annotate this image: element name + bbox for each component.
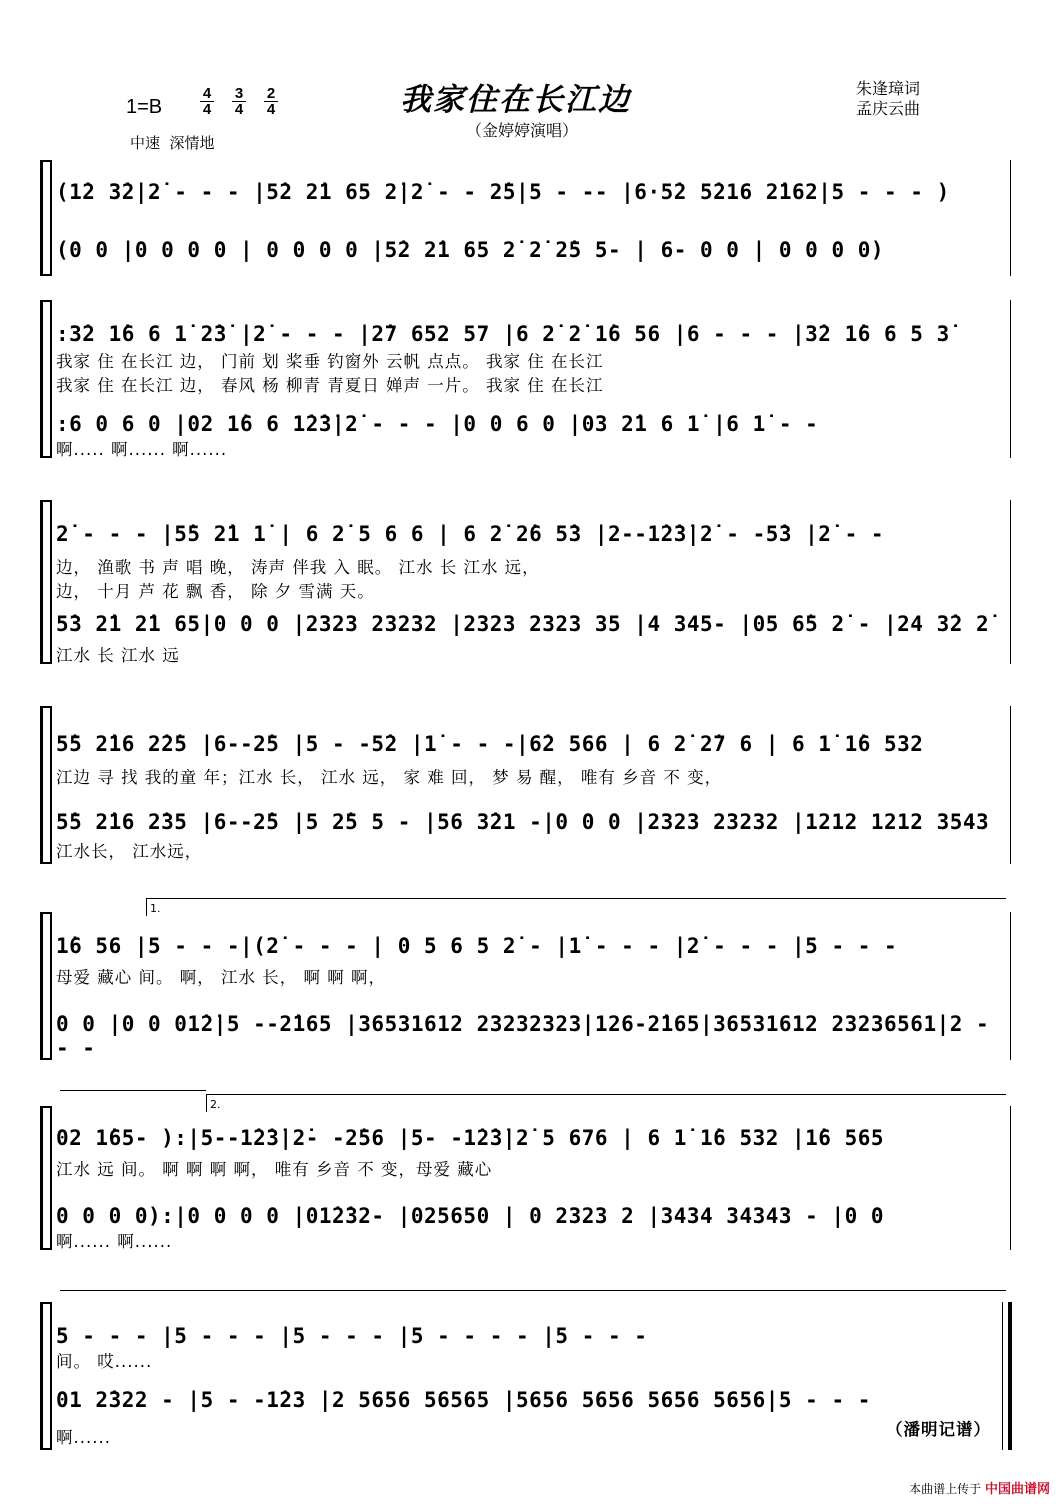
system-bracket xyxy=(40,912,50,1060)
volta-number: 2. xyxy=(210,1098,221,1111)
volta-bracket-line xyxy=(60,1090,206,1091)
system-bracket xyxy=(40,706,50,864)
lower-lyrics: 啊...... 啊...... xyxy=(56,1232,173,1251)
upper-staff: 5 - - - |5 - - - |5 - - - |5 - - - - |5 - - - xyxy=(56,1324,648,1348)
transcriber-note: （潘明记谱） xyxy=(886,1420,991,1439)
lyrics-verse-1: 我家 住 在长江 边， 门前 划 桨垂 钓窗外 云帆 点点。 我家 住 在长江 xyxy=(56,352,604,371)
lower-lyrics: 啊..... 啊...... 啊...... xyxy=(56,440,228,459)
footer-text: 本曲谱上传于 xyxy=(909,1482,982,1496)
score-system xyxy=(40,1106,1012,1250)
tie-line xyxy=(60,1290,1006,1291)
upper-staff: 1̇6 56 |5 - - -|(2̇ - - - | 0 5 6 5 2̇ - |1̇ - - - |2̇ - - - |5 - - - xyxy=(56,934,898,958)
upper-staff: (1̇2 3̇2|2̇ - - - |5̇2 2̇1 65 2̇|2̇ - - 2̇5|5 - -- |6·5̇2 5̇216 2̇162|5 - - - ) xyxy=(56,180,950,204)
upper-staff: :3̇2 1̇6 6 1̇ 2̇3̇ |2̇ - - - |2̇7 652 57 |6 2̇ 2̇ 1̇6 56 |6 - - - |3̇2 1̇6 6 5 3̇ xyxy=(56,322,950,346)
lyrics-verse-2: 边， 十月 芦 花 飘 香， 除 夕 雪满 天。 xyxy=(56,582,375,601)
upper-staff: 2̇ - - - |5̇5 2̇1 1̇ | 6 2̇ 5 6 6 | 6 2̇ 2̇6 5̇3 |2--1̇2̇3̇|2̇ - -5̇3 |2̇ - - xyxy=(56,522,885,546)
lyrics-verse-1: 母爱 藏心 间。 啊， 江水 长， 啊 啊 啊， xyxy=(56,968,386,987)
lower-lyrics: 江水 长 江水 远 xyxy=(56,646,180,665)
lower-staff: 01 2̇322 - |5 - -1̇23 |2 5656 56565 |5656 5656 5656 5656|5 - - - xyxy=(56,1388,871,1412)
lyrics-verse-2: 我家 住 在长江 边， 春风 杨 柳青 青夏日 婵声 一片。 我家 住 在长江 xyxy=(56,376,604,395)
footer-credit xyxy=(909,1478,1050,1497)
time-signature: 3 4 xyxy=(232,86,246,117)
lower-staff: 5̇3 2̇1 2̇1 65|0 0 0 |2323 23232 |2323 2323 35 |4 345- |05 6̇5 2̇ - |24 3̇2 2̇ xyxy=(56,612,990,636)
lower-staff: 5̇5 2̇16 2̇35 |6--2̇5 |5 2̇5 5 - |56 3̇21 -|0 0 0 |2323 23232 |1212 1212 3543 xyxy=(56,810,990,834)
system-bracket xyxy=(40,500,50,664)
lower-lyrics: 江水长， 江水远， xyxy=(56,842,203,861)
lyrics-verse-1: 边， 渔歌 书 声 唱 晚， 涛声 伴我 入 眠。 江水 长 江水 远， xyxy=(56,558,540,577)
system-bracket xyxy=(40,160,50,276)
volta-number: 1. xyxy=(150,902,161,915)
key-signature: 1=B xyxy=(126,96,163,118)
lower-staff: 0 0 0 0):|0 0 0 0 |01̇2̇32- |025650 | 0 2323 2 |3434 34343 - |0 0 xyxy=(56,1204,885,1228)
volta-bracket xyxy=(146,898,1006,899)
score-system xyxy=(40,160,1012,276)
lyricist-credit: 朱逢璋词 xyxy=(856,79,921,98)
score-system xyxy=(40,706,1012,864)
lower-lyrics: 啊...... xyxy=(56,1428,111,1447)
lower-staff: 0 0 |0 0 01̇2̇|5 --2̇165 |36531612 23232323|126-2̇165|36531612 23236561|2 - - - xyxy=(56,1012,990,1060)
time-signature: 4 4 xyxy=(200,86,214,117)
upper-staff: 02 1̇65- ):|5--1̇2̇3̇|2̇- -2̇56 |5- -1̇2̇3̇|2̇ 5 676 | 6 1̇ 1̇6 532 |1̇6 565 xyxy=(56,1126,885,1150)
time-signature: 2 4 xyxy=(264,86,278,117)
score-system xyxy=(40,300,1012,458)
song-title: 我家住在长江边 xyxy=(400,82,631,118)
final-barline xyxy=(1008,1302,1012,1450)
system-bracket xyxy=(40,1106,50,1250)
composer-credit: 孟庆云曲 xyxy=(856,99,921,118)
system-bracket xyxy=(40,1302,50,1450)
score-system xyxy=(40,500,1012,664)
lyrics-verse-1: 间。 哎...... xyxy=(56,1352,153,1371)
upper-staff: 5̇5 2̇16 2̇2̇5 |6--2̇5 |5 - -5̇2 |1̇ - - -|6̇2 566 | 6 2̇ 2̇7 6 | 6 1̇ 1̇6 532 xyxy=(56,732,924,756)
site-logo[interactable]: 中国曲谱网 xyxy=(984,1482,1050,1497)
lyrics-verse-1: 江边 寻 找 我的童 年；江水 长， 江水 远， 家 难 回， 梦 易 醒， 唯有 乡音 不 变， xyxy=(56,768,723,787)
system-bracket xyxy=(40,300,50,458)
volta-bracket xyxy=(206,1094,1006,1095)
singer-credit: （金婷婷演唱） xyxy=(466,121,579,140)
score-system xyxy=(40,1302,1012,1450)
lower-staff: (0 0 |0 0 0 0 | 0 0 0 0 |5̇2 2̇1 65 2̇ 2̇ 2̇5 5- | 6- 0 0 | 0 0 0 0) xyxy=(56,238,885,262)
score-system xyxy=(40,912,1012,1060)
lyrics-verse-1: 江水 远 间。 啊 啊 啊 啊， 唯有 乡音 不 变，母爱 藏心 xyxy=(56,1160,493,1179)
lower-staff: :6 0 6 0 |02 1̇6 6 1̇2̇3̇|2̇ - - - |0 0 6 0 |03 2̇1 6 1̇ |6 1̇ - - xyxy=(56,412,819,436)
tempo-marking: 中速 深情地 xyxy=(130,134,215,152)
